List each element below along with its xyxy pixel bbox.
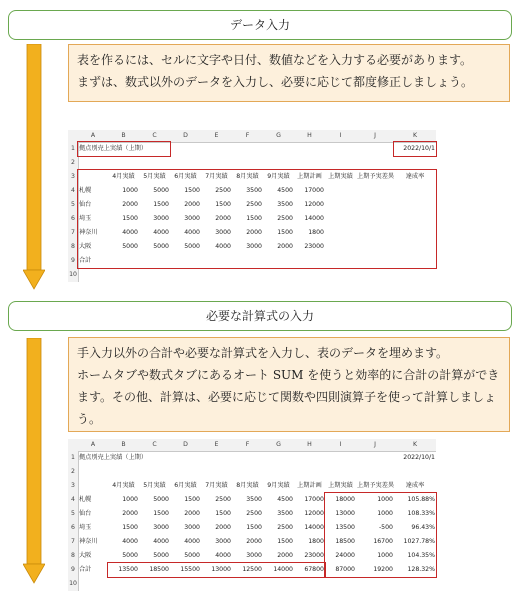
column-header-d[interactable]: D [183,441,188,448]
cell-b4[interactable]: 1000 [122,496,138,503]
row-header-4[interactable]: 4 [71,187,75,194]
highlight-box [393,141,437,157]
spreadsheet-after [68,439,436,591]
cell-h4[interactable]: 17000 [304,187,324,194]
cell-i2[interactable] [325,465,356,479]
cell-e6[interactable]: 2000 [215,524,231,531]
cell-j1[interactable] [356,451,394,465]
cell-b6[interactable]: 1500 [122,215,138,222]
column-header-i[interactable]: I [339,132,342,139]
row-header-10[interactable]: 10 [69,271,77,278]
cell-i9[interactable]: 87000 [335,566,355,573]
column-header-b[interactable]: B [121,441,126,448]
cell-b9[interactable]: 13500 [118,566,138,573]
cell-f2[interactable] [232,465,263,479]
cell-d9[interactable]: 15500 [180,566,200,573]
cell-i7[interactable]: 18500 [335,538,355,545]
column-header-c[interactable]: C [152,132,157,139]
cell-h6[interactable]: 14000 [304,524,324,531]
cell-i1[interactable] [325,451,356,465]
cell-j9[interactable]: 19200 [373,566,393,573]
cell-c3[interactable]: 5月実績 [143,173,166,180]
note-line: 表を作るには、セルに文字や日付、数値などを入力する必要があります。 [77,53,473,67]
section-title-formula-entry [8,301,512,331]
cell-c2[interactable] [139,465,170,479]
cell-a2[interactable] [78,156,108,170]
cell-c8[interactable]: 5000 [153,243,169,250]
cell-i6[interactable]: 13500 [335,524,355,531]
cell-k3[interactable]: 達成率 [405,482,425,489]
cell-h1[interactable] [294,451,325,465]
column-header-g[interactable]: G [276,441,281,448]
cell-a6[interactable]: 埼玉 [79,524,92,531]
cell-e2[interactable] [201,156,232,170]
cell-d4[interactable]: 1500 [184,496,200,503]
cell-h2[interactable] [294,156,325,170]
cell-k1[interactable]: 2022/10/1 [403,454,435,461]
cell-b8[interactable]: 5000 [122,552,138,559]
cell-j2[interactable] [356,156,394,170]
column-header-k[interactable]: K [412,132,418,139]
cell-e1[interactable] [201,142,232,156]
section-title-text: 必要な計算式の入力 [205,309,314,323]
cell-c6[interactable]: 3000 [153,215,169,222]
cell-f3[interactable]: 8月実績 [236,482,259,489]
cell-h7[interactable]: 1800 [308,229,324,236]
cell-c5[interactable]: 1500 [153,510,169,517]
cell-a7[interactable]: 神奈川 [79,229,98,236]
row-header-6[interactable]: 6 [71,524,75,531]
cell-d7[interactable]: 4000 [184,229,200,236]
cell-d1[interactable] [170,451,201,465]
cell-j2[interactable] [356,465,394,479]
cell-b3[interactable]: 4月実績 [112,482,135,489]
cell-h3[interactable]: 上期計画 [297,173,322,180]
cell-c6[interactable]: 3000 [153,524,169,531]
cell-i4[interactable]: 18000 [335,496,355,503]
column-header-e[interactable]: E [214,132,219,139]
row-header-10[interactable]: 10 [69,580,77,587]
cell-f1[interactable] [232,451,263,465]
cell-a8[interactable]: 大阪 [79,552,92,559]
section-title-data-entry [8,10,512,40]
cell-i3[interactable]: 上期実績 [328,482,353,489]
cell-i5[interactable]: 13000 [335,510,355,517]
column-header-h[interactable]: H [307,441,312,448]
cell-i1[interactable] [325,142,356,156]
cell-e2[interactable] [201,465,232,479]
cell-e3[interactable]: 7月実績 [205,482,228,489]
cell-h8[interactable]: 23000 [304,552,324,559]
row-header-3[interactable]: 3 [71,482,75,489]
row-header-8[interactable]: 8 [71,552,75,559]
cell-b7[interactable]: 4000 [122,229,138,236]
cell-k1[interactable]: 2022/10/1 [403,145,435,152]
cell-c2[interactable] [139,156,170,170]
row-header-8[interactable]: 8 [71,243,75,250]
row-header-1[interactable]: 1 [71,145,75,152]
highlight-box [107,562,326,578]
cell-j1[interactable] [356,142,394,156]
row-header-2[interactable]: 2 [71,468,75,475]
section-title-text: データ入力 [229,18,290,32]
cell-d6[interactable]: 3000 [184,215,200,222]
cell-c7[interactable]: 4000 [153,538,169,545]
cell-g8[interactable]: 2000 [277,552,293,559]
cell-f4[interactable]: 3500 [246,187,262,194]
cell-d1[interactable] [170,142,201,156]
cell-f8[interactable]: 3000 [246,243,262,250]
cell-g7[interactable]: 1500 [277,229,293,236]
cell-g2[interactable] [263,465,294,479]
column-header-e[interactable]: E [214,441,219,448]
cell-k9[interactable]: 128.32% [407,566,435,573]
cell-i2[interactable] [325,156,356,170]
cell-j5[interactable]: 1000 [377,510,393,517]
cell-d5[interactable]: 2000 [184,510,200,517]
cell-g3[interactable]: 9月実績 [267,482,290,489]
column-header-a[interactable]: A [90,132,96,139]
row-header-3[interactable]: 3 [71,173,75,180]
cell-f6[interactable]: 1500 [246,524,262,531]
cell-h9[interactable]: 67800 [304,566,324,573]
column-header-k[interactable]: K [412,441,418,448]
cell-b5[interactable]: 2000 [122,510,138,517]
cell-a4[interactable]: 札幌 [79,496,92,503]
cell-e4[interactable]: 2500 [215,496,231,503]
note-line: ホームタブや数式タブにあるオート SUM を使うと効率的に合計の計算ができます。その他、計算は、必要に応じて関数や四則演算子を使って計算しましょう。 [77,368,500,426]
cell-a6[interactable]: 埼玉 [79,215,92,222]
cell-g6[interactable]: 2500 [277,215,293,222]
cell-j4[interactable]: 1000 [377,496,393,503]
column-header-i[interactable]: I [339,441,342,448]
cell-a9[interactable]: 合計 [79,566,92,573]
highlight-box [77,169,437,269]
cell-b8[interactable]: 5000 [122,243,138,250]
cell-c7[interactable]: 4000 [153,229,169,236]
column-header-b[interactable]: B [121,132,126,139]
cell-g4[interactable]: 4500 [277,496,293,503]
highlight-box [324,492,437,578]
cell-k5[interactable]: 108.33% [407,510,435,517]
cell-e4[interactable]: 2500 [215,187,231,194]
cell-f6[interactable]: 1500 [246,215,262,222]
cell-e9[interactable]: 13000 [211,566,231,573]
cell-c4[interactable]: 5000 [153,496,169,503]
cell-c4[interactable]: 5000 [153,187,169,194]
cell-a8[interactable]: 大阪 [79,243,92,250]
down-arrow-icon [23,44,45,290]
column-header-f[interactable]: F [245,441,250,448]
row-header-5[interactable]: 5 [71,201,75,208]
cell-k2[interactable] [394,156,436,170]
column-header-a[interactable]: A [90,441,96,448]
cell-d7[interactable]: 4000 [184,538,200,545]
cell-g5[interactable]: 3500 [277,201,293,208]
row-header-7[interactable]: 7 [71,229,75,236]
cell-j3[interactable]: 上期予実差異 [357,173,394,180]
cell-j6[interactable]: -500 [378,524,393,531]
cell-e8[interactable]: 4000 [215,552,231,559]
cell-f4[interactable]: 3500 [246,496,262,503]
row-header-4[interactable]: 4 [71,496,75,503]
cell-b3[interactable]: 4月実績 [112,173,135,180]
row-header-9[interactable]: 9 [71,257,75,264]
cell-g4[interactable]: 4500 [277,187,293,194]
cell-d4[interactable]: 1500 [184,187,200,194]
note-line: まずは、数式以外のデータを入力し、必要に応じて都度修正しましょう。 [77,75,474,89]
cell-b7[interactable]: 4000 [122,538,138,545]
highlight-box [77,141,171,157]
row-header-7[interactable]: 7 [71,538,75,545]
cell-g9[interactable]: 14000 [273,566,293,573]
cell-c8[interactable]: 5000 [153,552,169,559]
column-header-f[interactable]: F [245,132,250,139]
cell-k7[interactable]: 1027.78% [403,538,435,545]
cell-e3[interactable]: 7月実績 [205,173,228,180]
cell-g3[interactable]: 9月実績 [267,173,290,180]
cell-c5[interactable]: 1500 [153,201,169,208]
cell-b4[interactable]: 1000 [122,187,138,194]
cell-e8[interactable]: 4000 [215,243,231,250]
column-header-d[interactable]: D [183,132,188,139]
cell-a4[interactable]: 札幌 [79,187,92,194]
cell-g8[interactable]: 2000 [277,243,293,250]
cell-c3[interactable]: 5月実績 [143,482,166,489]
cell-h1[interactable] [294,142,325,156]
cell-a5[interactable]: 仙台 [79,510,92,517]
cell-g1[interactable] [263,142,294,156]
cell-e7[interactable]: 3000 [215,229,231,236]
cell-b1[interactable] [108,451,139,465]
cell-b6[interactable]: 1500 [122,524,138,531]
cell-c1[interactable] [139,451,170,465]
cell-k2[interactable] [394,465,436,479]
down-arrow-icon [23,338,45,584]
cell-b2[interactable] [108,465,139,479]
cell-a3[interactable] [78,479,108,493]
spreadsheet-before [68,130,436,282]
cell-j3[interactable]: 上期予実差異 [357,482,394,489]
cell-g5[interactable]: 3500 [277,510,293,517]
cell-h5[interactable]: 12000 [304,201,324,208]
cell-f1[interactable] [232,142,263,156]
cell-a1[interactable]: 拠点別売上実績（上期） [79,145,148,152]
instruction-note-1 [68,44,510,102]
cell-g1[interactable] [263,451,294,465]
cell-g6[interactable]: 2500 [277,524,293,531]
cell-a2[interactable] [78,465,108,479]
cell-e1[interactable] [201,451,232,465]
cell-d2[interactable] [170,156,201,170]
cell-h6[interactable]: 14000 [304,215,324,222]
column-header-j[interactable]: J [374,132,376,139]
cell-e5[interactable]: 1500 [215,510,231,517]
cell-a1[interactable]: 拠点別売上実績（上期） [79,454,148,461]
cell-f7[interactable]: 2000 [246,229,262,236]
cell-f7[interactable]: 2000 [246,538,262,545]
cell-h2[interactable] [294,465,325,479]
cell-f3[interactable]: 8月実績 [236,173,259,180]
cell-d8[interactable]: 5000 [184,243,200,250]
cell-h5[interactable]: 12000 [304,510,324,517]
note-line: 手入力以外の合計や必要な計算式を入力し、表のデータを埋めます。 [77,346,449,360]
cell-f5[interactable]: 2500 [246,510,262,517]
cell-c9[interactable]: 18500 [149,566,169,573]
row-header-2[interactable]: 2 [71,159,75,166]
row-header-1[interactable]: 1 [71,454,75,461]
column-header-c[interactable]: C [152,441,157,448]
cell-d8[interactable]: 5000 [184,552,200,559]
cell-f8[interactable]: 3000 [246,552,262,559]
cell-g2[interactable] [263,156,294,170]
cell-k4[interactable]: 105.88% [407,496,435,503]
cell-h8[interactable]: 23000 [304,243,324,250]
cell-b5[interactable]: 2000 [122,201,138,208]
cell-e7[interactable]: 3000 [215,538,231,545]
cell-d3[interactable]: 6月実績 [174,482,197,489]
cell-k3[interactable]: 達成率 [405,173,425,180]
column-header-j[interactable]: J [374,441,376,448]
cell-h4[interactable]: 17000 [304,496,324,503]
cell-a7[interactable]: 神奈川 [79,538,98,545]
cell-i3[interactable]: 上期実績 [328,173,353,180]
cell-d3[interactable]: 6月実績 [174,173,197,180]
cell-f2[interactable] [232,156,263,170]
cell-b2[interactable] [108,156,139,170]
cell-h7[interactable]: 1800 [308,538,324,545]
column-header-g[interactable]: G [276,132,281,139]
row-header-6[interactable]: 6 [71,215,75,222]
cell-d5[interactable]: 2000 [184,201,200,208]
cell-i8[interactable]: 24000 [335,552,355,559]
cell-f9[interactable]: 12500 [242,566,262,573]
cell-a9[interactable]: 合計 [79,257,92,264]
row-header-5[interactable]: 5 [71,510,75,517]
cell-g7[interactable]: 1500 [277,538,293,545]
column-header-h[interactable]: H [307,132,312,139]
cell-e5[interactable]: 1500 [215,201,231,208]
cell-a5[interactable]: 仙台 [79,201,92,208]
cell-f5[interactable]: 2500 [246,201,262,208]
cell-d2[interactable] [170,465,201,479]
cell-d6[interactable]: 3000 [184,524,200,531]
cell-j7[interactable]: 16700 [373,538,393,545]
cell-h3[interactable]: 上期計画 [297,482,322,489]
cell-e6[interactable]: 2000 [215,215,231,222]
cell-j8[interactable]: 1000 [377,552,393,559]
cell-k6[interactable]: 96.43% [411,524,435,531]
row-header-9[interactable]: 9 [71,566,75,573]
instruction-note-2 [68,337,510,432]
cell-k8[interactable]: 104.35% [407,552,435,559]
